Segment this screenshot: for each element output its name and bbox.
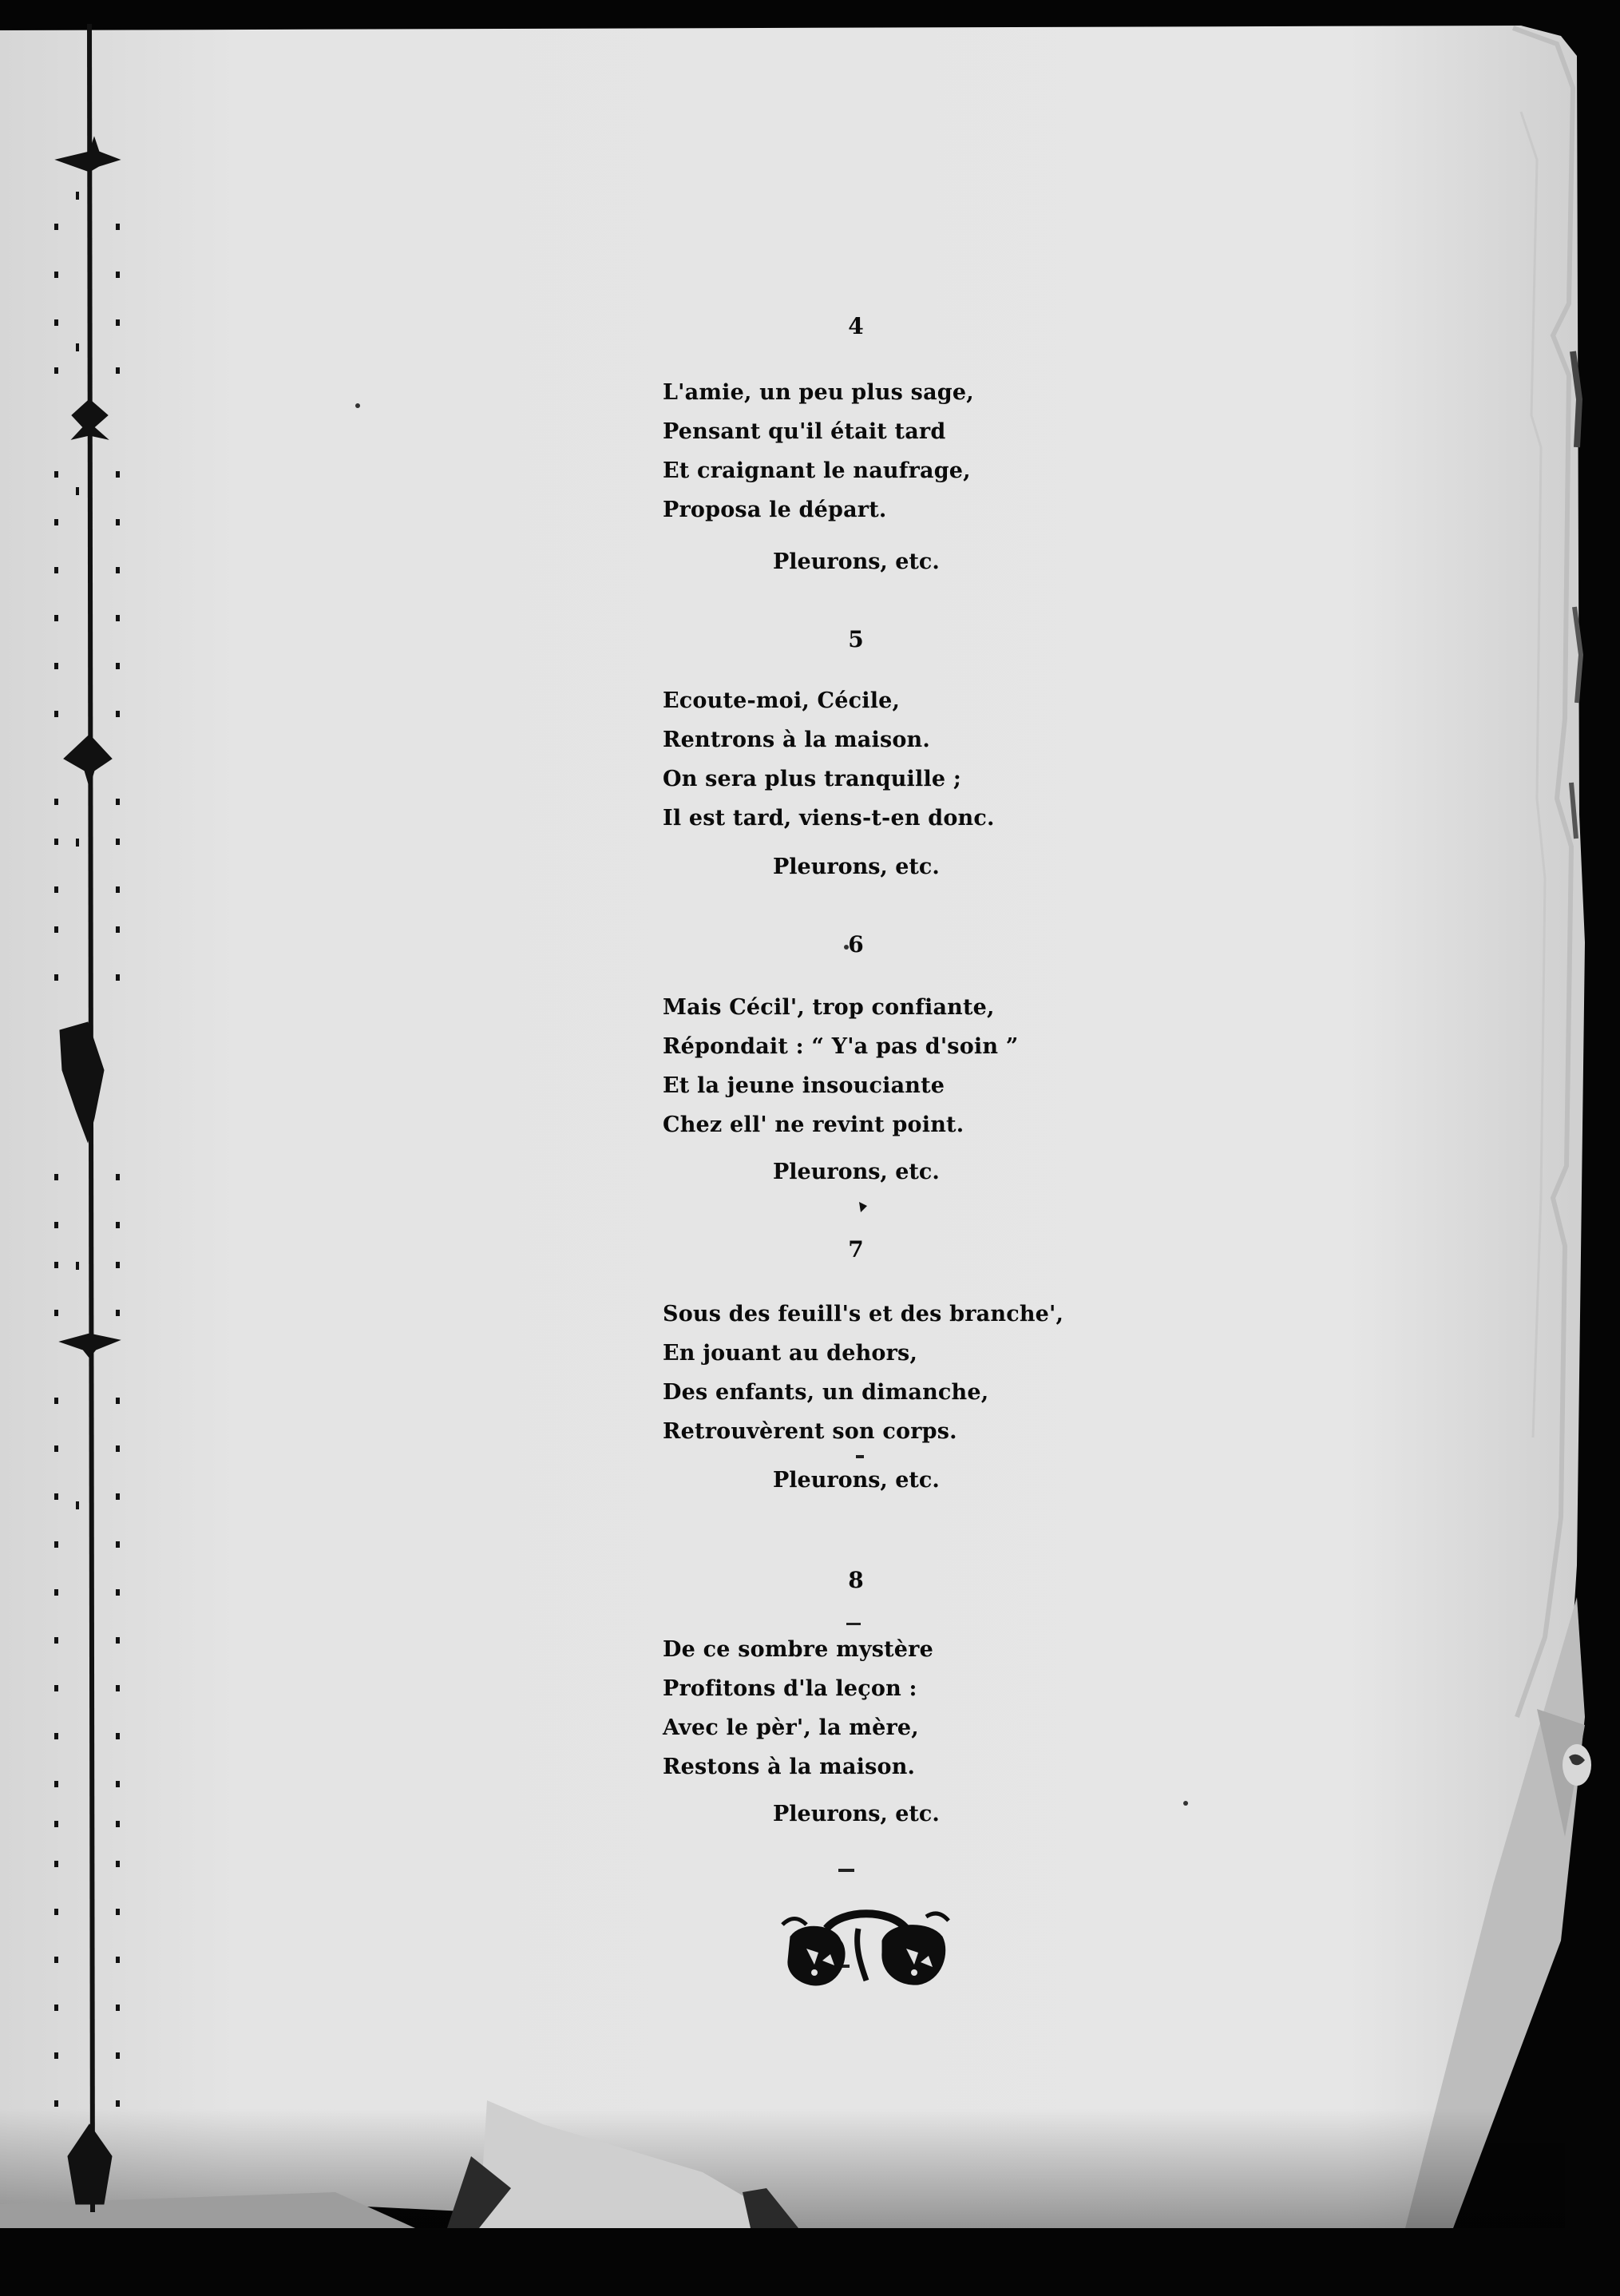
verse-line: Pensant qu'il était tard [663,419,946,444]
stanza-number-7: 7 [848,1236,864,1263]
verse-line: L'amie, un peu plus sage, [663,380,974,405]
stanza-number-6: 6 [848,931,864,958]
verse-line: Ecoute-moi, Cécile, [663,688,901,713]
verse-line: Rentrons à la maison. [663,728,930,752]
refrain: Pleurons, etc. [773,1468,940,1493]
refrain: Pleurons, etc. [773,855,940,879]
verse-line: Répondait : “ Y'a pas d'soin ” [663,1034,1019,1059]
verse-line: En jouant au dehors, [663,1341,918,1366]
stanza-number-4: 4 [848,313,864,339]
verse-line: Il est tard, viens-t-en donc. [663,806,995,831]
verse-line: Profitons d'la leçon : [663,1676,917,1701]
verse-line: Sous des feuill's et des branche', [663,1302,1064,1326]
verse-line: Mais Cécil', trop confiante, [663,995,995,1020]
vine-leaf-ornament-icon [778,1905,954,2001]
verse-line: Et la jeune insouciante [663,1073,945,1098]
verse-line: Et craignant le naufrage, [663,458,971,483]
verse-line: Chez ell' ne revint point. [663,1112,964,1137]
verse-line: Proposa le départ. [663,498,887,522]
verse-line: Des enfants, un dimanche, [663,1380,989,1405]
refrain: Pleurons, etc. [773,1160,940,1184]
verse-line: Avec le pèr', la mère, [663,1715,919,1740]
verse-line: Retrouvèrent son corps. [663,1419,957,1444]
refrain: Pleurons, etc. [773,549,940,574]
verse-line: Restons à la maison. [663,1755,916,1779]
refrain: Pleurons, etc. [773,1802,940,1826]
verse-line: On sera plus tranquille ; [663,767,962,791]
stanza-number-8: 8 [848,1567,864,1593]
verse-line: De ce sombre mystère [663,1637,933,1662]
stanza-number-5: 5 [848,626,864,652]
